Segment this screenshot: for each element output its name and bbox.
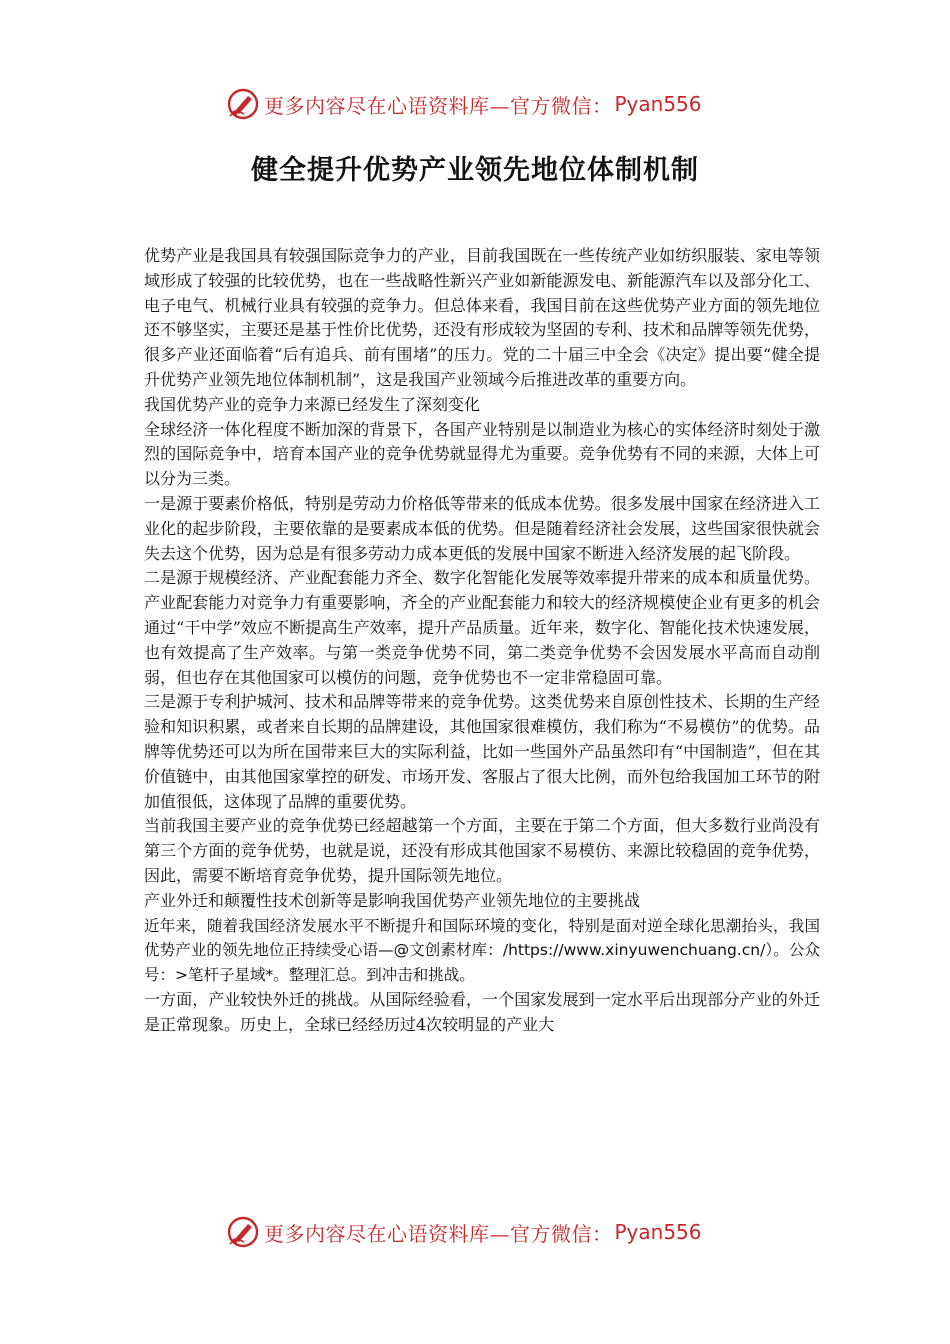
brush-logo-icon — [226, 87, 260, 121]
paragraph: 优势产业是我国具有较强国际竞争力的产业，目前我国既在一些传统产业如纺织服装、家电等领域形成了较强的比较优势，也在一些战略性新兴产业如新能源发电、新能源汽车以及部分化工、电子电气、机械行业具有较强的竞争力。但总体来看，我国目前在这些优势产业方面的领先地位还不够坚实，主要还是基于性价比优势，还没有形成较为坚固的专利、技术和品牌等领先优势，很多产业还面临着“后有追兵、前有围堵”的压力。党的二十届三中全会《决定》提出要“健全提升优势产业领先地位体制机制”，这是我国产业领域今后推进改革的重要方向。 — [144, 246, 820, 389]
section-heading: 我国优势产业的竞争力来源已经发生了深刻变化 — [144, 394, 481, 414]
banner-text: 更多内容尽在心语资料库—官方微信： — [264, 1221, 613, 1246]
header-watermark-banner — [226, 84, 726, 124]
banner-wechat-id: Pyan556 — [614, 92, 702, 116]
paragraph: 一方面，产业较快外迁的挑战。从国际经验看，一个国家发展到一定水平后出现部分产业的外迁是正常现象。历史上，全球已经经历过4次较明显的产业大 — [144, 989, 820, 1034]
paragraph: 三是源于专利护城河、技术和品牌等带来的竞争优势。这类优势来自原创性技术、长期的生产经验和知识积累，或者来自长期的品牌建设，其他国家很难模仿，我们称为“不易模仿”的优势。品牌等优势还可以为所在国带来巨大的实际利益，比如一些国外产品虽然印有“中国制造”，但在其价值链中，由其他国家掌控的研发、市场开发、客服占了很大比例，而外包给我国加工环节的附加值很低，这体现了品牌的重要优势。 — [144, 692, 820, 811]
banner-text: 更多内容尽在心语资料库—官方微信： — [264, 93, 613, 118]
brush-logo-icon — [226, 1215, 260, 1249]
paragraph: 当前我国主要产业的竞争优势已经超越第一个方面，主要在于第二个方面，但大多数行业尚没有第三个方面的竞争优势，也就是说，还没有形成其他国家不易模仿、来源比较稳固的竞争优势，因此，需要不断培育竞争优势，提升国际领先地位。 — [144, 816, 820, 885]
paragraph: 全球经济一体化程度不断加深的背景下，各国产业特别是以制造业为核心的实体经济时刻处于激烈的国际竞争中，培育本国产业的竞争优势就显得尤为重要。竞争优势有不同的来源，大体上可以分为三类。 — [144, 419, 820, 489]
banner-wechat-id: Pyan556 — [614, 1220, 702, 1244]
paragraph-watermarked: 近年来，随着我国经济发展水平不断提升和国际环境的变化，特别是面对逆全球化思潮抬头，我国优势产业的领先地位正持续受心语—@文创素材库：/https://www.xinyuwenchuang.cn/）。公众号：>笔杆子星域*。整理汇总。到冲击和挑战。 — [144, 916, 820, 985]
paragraph: 一是源于要素价格低，特别是劳动力价格低等带来的低成本优势。很多发展中国家在经济进入工业化的起步阶段，主要依靠的是要素成本低的优势。但是随着经济社会发展，这些国家很快就会失去这个优势，因为总是有很多劳动力成本更低的发展中国家不断进入经济发展的起飞阶段。 — [144, 493, 820, 563]
section-heading: 产业外迁和颠覆性技术创新等是影响我国优势产业领先地位的主要挑战 — [144, 890, 641, 910]
document-title: 健全提升优势产业领先地位体制机制 — [251, 155, 699, 186]
paragraph: 二是源于规模经济、产业配套能力齐全、数字化智能化发展等效率提升带来的成本和质量优势。产业配套能力对竞争力有重要影响，齐全的产业配套能力和较大的经济规模使企业有更多的机会通过“干中学”效应不断提高生产效率，提升产品质量。近年来，数字化、智能化技术快速发展，也有效提高了生产效率。与第一类竞争优势不同，第二类竞争优势不会因发展水平高而自动削弱，但也存在其他国家可以模仿的问题，竞争优势也不一定非常稳固可靠。 — [144, 568, 820, 687]
document-body — [144, 244, 820, 1038]
footer-watermark-banner — [226, 1212, 726, 1252]
